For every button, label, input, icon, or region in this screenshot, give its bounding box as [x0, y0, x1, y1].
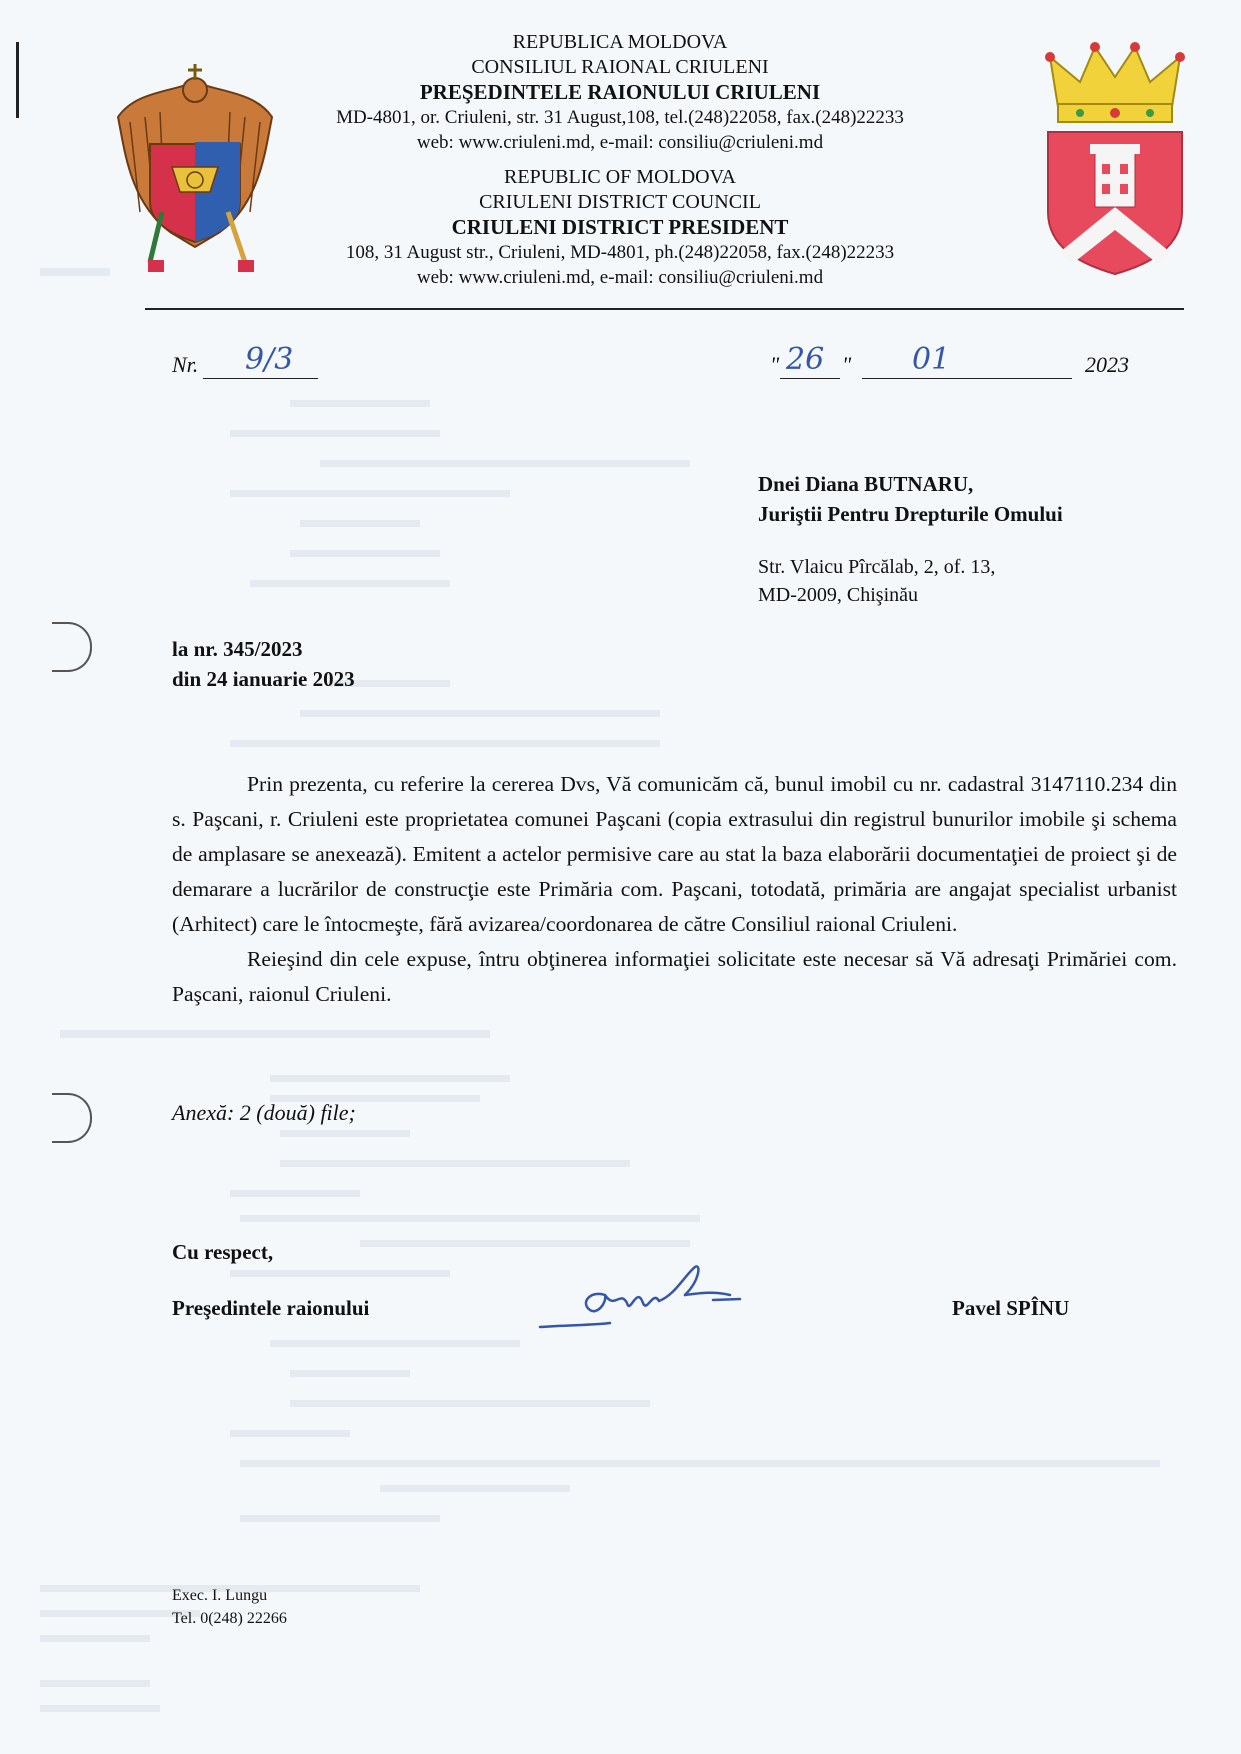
signature-icon — [535, 1255, 750, 1335]
executor-name: Exec. I. Lungu — [172, 1587, 268, 1604]
letterhead-country: REPUBLICA MOLDOVA — [512, 31, 728, 53]
signatory-name: Pavel SPÎNU — [952, 1296, 1070, 1320]
recipient-city: MD-2009, Chişinău — [758, 584, 918, 606]
date-day-line — [780, 378, 840, 379]
executor-phone: Tel. 0(248) 22266 — [172, 1610, 287, 1627]
date-year: 2023 — [1085, 352, 1129, 377]
signatory-title: Preşedintele raionului — [172, 1296, 370, 1320]
letterhead-en — [250, 165, 990, 290]
doc-number-value: 9/3 — [245, 342, 294, 377]
scan-margin-mark — [16, 42, 19, 118]
letterhead-ro — [250, 30, 990, 155]
date-quote-open: " — [770, 352, 780, 377]
reference-number: la nr. 345/2023 — [172, 637, 303, 661]
date-month-line — [862, 378, 1072, 379]
letterhead-council: CONSILIUL RAIONAL CRIULENI — [471, 56, 769, 78]
date-day: 26 — [786, 342, 825, 377]
letterhead-country-en: REPUBLIC OF MOLDOVA — [504, 166, 736, 188]
doc-number-label: Nr. — [172, 352, 199, 377]
punch-hole-bottom — [52, 1093, 92, 1143]
doc-number-line — [203, 378, 318, 379]
letterhead-web-en: web: www.criuleni.md, e-mail: consiliu@criuleni.md — [416, 267, 824, 288]
reference-date: din 24 ianuarie 2023 — [172, 667, 355, 691]
letterhead-address-en: 108, 31 August str., Criuleni, MD-4801, ph.(248)22058, fax.(248)22233 — [345, 242, 895, 263]
date-quote-close: " — [842, 352, 852, 377]
letterhead-office-en: CRIULENI DISTRICT PRESIDENT — [451, 215, 789, 239]
body-paragraph-1: Prin prezenta, cu referire la cererea Dvs, Vă comunicăm că, bunul imobil cu nr. cadastral 3147110.234 din s. Paşcani, r. Criuleni este proprietatea comunei Paşcani (copia extrasului din registrul bunurilor imobile şi schema de amplasare se anexează). Emitent a actelor permisive care au stat la baza elaborării documentaţiei de proiect şi de demarare a lucrărilor de construcţie este Primăria com. Paşcani, totodată, primăria are angajat specialist urbanist (Arhitect) care le întocmeşte, fără avizarea/coordonarea de către Consiliul raional Criuleni. — [172, 772, 1177, 936]
header-divider — [145, 308, 1184, 310]
letterhead-office: PREŞEDINTELE RAIONULUI CRIULENI — [419, 80, 821, 104]
annex-note: Anexă: 2 (două) file; — [172, 1100, 356, 1125]
punch-hole-top — [52, 622, 92, 672]
recipient-name: Dnei Diana BUTNARU, — [758, 472, 974, 496]
letterhead-council-en: CRIULENI DISTRICT COUNCIL — [479, 191, 761, 213]
letterhead-web: web: www.criuleni.md, e-mail: consiliu@criuleni.md — [416, 132, 824, 153]
letterhead-address: MD-4801, or. Criuleni, str. 31 August,108, tel.(248)22058, fax.(248)22233 — [336, 107, 904, 128]
recipient-street: Str. Vlaicu Pîrcălab, 2, of. 13, — [758, 556, 996, 578]
recipient-org: Juriştii Pentru Drepturile Omului — [758, 502, 1063, 526]
letter-body — [172, 767, 1177, 1012]
date-month: 01 — [912, 342, 951, 377]
criuleni-coat-of-arms-icon — [1040, 42, 1190, 277]
body-paragraph-2: Reieşind din cele expuse, întru obţinerea informaţiei solicitate este necesar să Vă adresaţi Primăriei com. Paşcani, raionul Criuleni. — [172, 947, 1177, 1006]
closing-phrase: Cu respect, — [172, 1240, 274, 1264]
